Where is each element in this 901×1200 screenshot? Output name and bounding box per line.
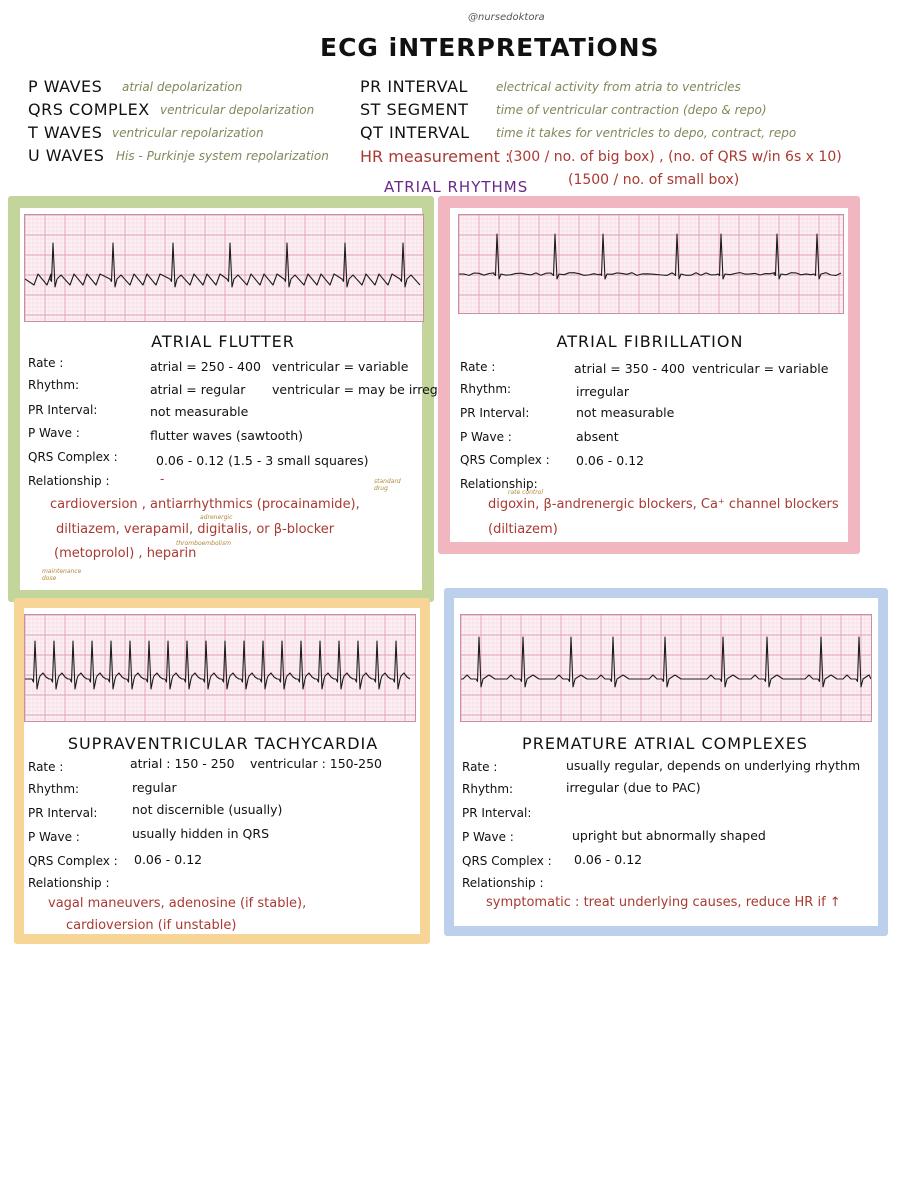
def-term-t-waves: T WAVES (28, 123, 103, 142)
def-desc-qrs: ventricular depolarization (160, 103, 315, 117)
fib-pr-label: PR Interval: (460, 406, 530, 420)
flutter-rate-vent: ventricular = variable (272, 359, 409, 374)
flutter-note-thromboembolism: thromboembolism (176, 540, 231, 547)
def-term-p-waves: P WAVES (28, 77, 103, 96)
fib-rate-label: Rate : (460, 360, 496, 374)
fib-p-label: P Wave : (460, 430, 512, 444)
def-desc-t-waves: ventricular repolarization (112, 126, 264, 140)
section-title: ATRIAL RHYTHMS (384, 178, 529, 196)
flutter-qrs-value: 0.06 - 0.12 (1.5 - 3 small squares) (156, 453, 369, 468)
svt-rate-label: Rate : (28, 760, 64, 774)
svt-pr-value: not discernible (usually) (132, 802, 283, 817)
svt-p-value: usually hidden in QRS (132, 826, 270, 841)
svt-treatment-line1: vagal maneuvers, adenosine (if stable), (48, 896, 307, 911)
svt-qrs-value: 0.06 - 0.12 (134, 852, 203, 867)
svt-rate-vent: ventricular : 150-250 (250, 756, 382, 771)
fib-p-value: absent (576, 429, 619, 444)
flutter-pr-label: PR Interval: (28, 403, 98, 417)
pac-relationship-label: Relationship : (462, 876, 544, 890)
svt-treatment-line2: cardioversion (if unstable) (66, 918, 237, 933)
ecg-trace-pac (461, 615, 871, 721)
def-term-pr-interval: PR INTERVAL (360, 77, 468, 96)
svt-rate-atrial: atrial : 150 - 250 (130, 756, 235, 771)
flutter-note-standard: standard drug (374, 478, 401, 492)
flutter-rhythm-atrial: atrial = regular (150, 382, 246, 397)
def-desc-qt-interval: time it takes for ventricles to depo, contract, repo (496, 126, 797, 140)
flutter-treatment-line1: cardioversion , antiarrhythmics (procainamide), (50, 497, 360, 512)
fib-rate-vent: ventricular = variable (692, 361, 829, 376)
pac-pr-label: PR Interval: (462, 806, 532, 820)
pac-rate-value: usually regular, depends on underlying rhythm (566, 758, 861, 773)
flutter-note-maintenance: maintenance dose (42, 568, 82, 582)
fib-rate-atrial: atrial = 350 - 400 (574, 361, 685, 376)
page-title: ECG iNTERPRETATiONS (320, 33, 660, 62)
ecg-trace-fib (459, 215, 843, 313)
flutter-p-value: flutter waves (sawtooth) (150, 428, 304, 443)
fib-pr-value: not measurable (576, 405, 675, 420)
svt-p-label: P Wave : (28, 830, 80, 844)
pac-title: PREMATURE ATRIAL COMPLEXES (522, 734, 808, 753)
flutter-rhythm-vent: ventricular = may be irreg (272, 382, 438, 397)
flutter-treatment-line2: diltiazem, verapamil, digitalis, or β-blocker (56, 522, 335, 537)
flutter-note-adrenergic: adrenergic (200, 514, 233, 521)
flutter-rate-atrial: atrial = 250 - 400 (150, 359, 261, 374)
svt-rhythm-label: Rhythm: (28, 782, 80, 796)
flutter-rate-label: Rate : (28, 356, 64, 370)
fib-qrs-label: QRS Complex : (460, 453, 550, 467)
author-handle: @nursedoktora (468, 12, 545, 23)
pac-rate-label: Rate : (462, 760, 498, 774)
fib-title: ATRIAL FIBRILLATION (556, 332, 744, 351)
def-desc-pr-interval: electrical activity from atria to ventricles (496, 80, 741, 94)
def-term-u-waves: U WAVES (28, 146, 105, 165)
fib-note-rate-control: rate control (508, 489, 544, 496)
def-desc-st-segment: time of ventricular contraction (depo & repo) (496, 103, 767, 117)
flutter-p-label: P Wave : (28, 426, 80, 440)
fib-rhythm-label: Rhythm: (460, 382, 512, 396)
ecg-strip-svt (24, 614, 416, 722)
hr-measurement-label: HR measurement : (360, 147, 511, 166)
fib-qrs-value: 0.06 - 0.12 (576, 453, 645, 468)
hr-formula-2: (1500 / no. of small box) (568, 172, 740, 188)
svt-pr-label: PR Interval: (28, 806, 98, 820)
ecg-trace-flutter (25, 215, 423, 321)
hr-formula-1: (300 / no. of big box) , (no. of QRS w/in 6s x 10) (508, 149, 842, 165)
def-term-qrs: QRS COMPLEX (28, 100, 150, 119)
flutter-rhythm-label: Rhythm: (28, 378, 80, 392)
ecg-strip-pac (460, 614, 872, 722)
svt-title: SUPRAVENTRICULAR TACHYCARDIA (67, 734, 379, 753)
svt-relationship-label: Relationship : (28, 876, 110, 890)
def-desc-p-waves: atrial depolarization (122, 80, 243, 94)
def-term-qt-interval: QT INTERVAL (360, 123, 470, 142)
fib-rhythm-value: irregular (576, 384, 630, 399)
flutter-relationship-value: - (160, 472, 165, 486)
pac-p-value: upright but abnormally shaped (572, 828, 766, 843)
ecg-trace-svt (25, 615, 415, 721)
def-term-st-segment: ST SEGMENT (360, 100, 469, 119)
pac-rhythm-label: Rhythm: (462, 782, 514, 796)
fib-treatment-line2: (diltiazem) (488, 522, 558, 537)
ecg-strip-flutter (24, 214, 424, 322)
flutter-title: ATRIAL FLUTTER (151, 332, 295, 351)
flutter-qrs-label: QRS Complex : (28, 450, 118, 464)
flutter-relationship-label: Relationship : (28, 474, 110, 488)
pac-qrs-label: QRS Complex : (462, 854, 552, 868)
pac-rhythm-value: irregular (due to PAC) (566, 780, 701, 795)
fib-treatment-line1: digoxin, β-andrenergic blockers, Ca⁺ channel blockers (488, 497, 839, 512)
pac-treatment-line1: symptomatic : treat underlying causes, reduce HR if ↑ (486, 895, 841, 910)
svt-qrs-label: QRS Complex : (28, 854, 118, 868)
def-desc-u-waves: His - Purkinje system repolarization (116, 149, 329, 163)
pac-qrs-value: 0.06 - 0.12 (574, 852, 643, 867)
flutter-pr-value: not measurable (150, 404, 249, 419)
pac-p-label: P Wave : (462, 830, 514, 844)
fib-relationship-label: Relationship: (460, 477, 538, 491)
ecg-strip-fib (458, 214, 844, 314)
flutter-treatment-line3: (metoprolol) , heparin (54, 546, 197, 561)
svt-rhythm-value: regular (132, 780, 177, 795)
